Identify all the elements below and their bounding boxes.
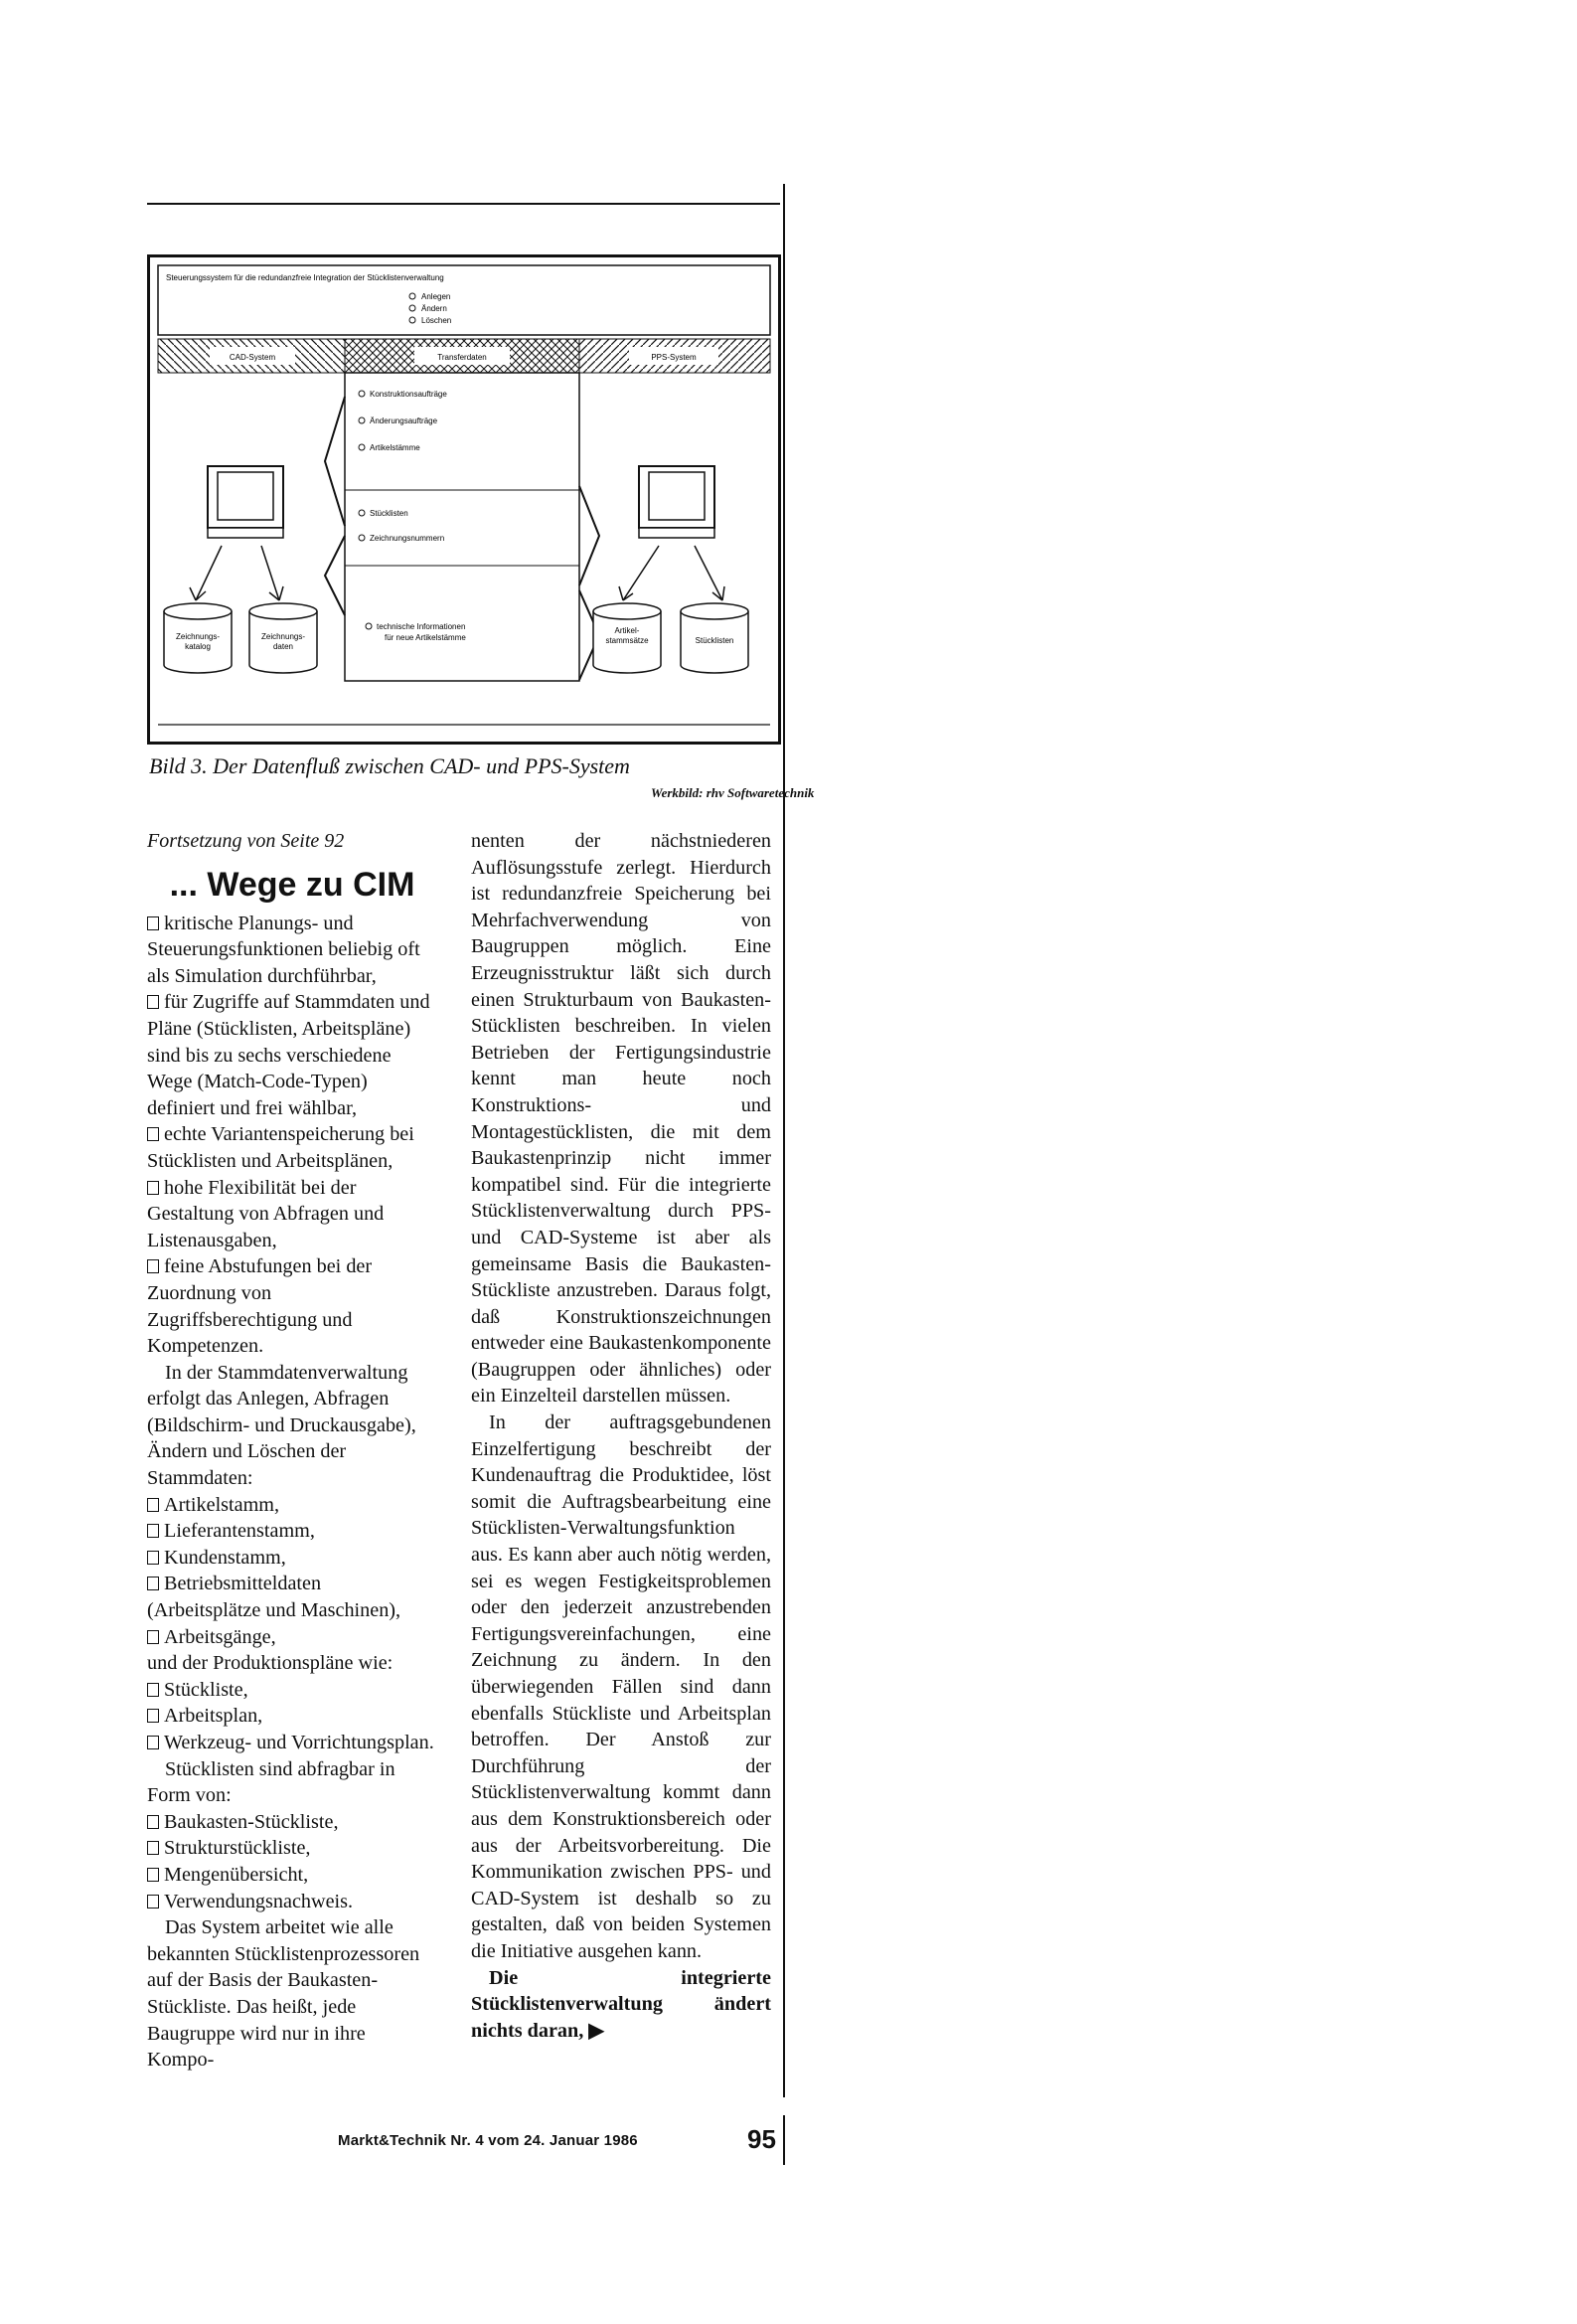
list-item: kritische Planungs- und Steuerungsfunktionen beliebig oft als Simulation durchführbar, [147, 912, 420, 987]
list-item: Kundenstamm, [147, 1545, 437, 1572]
figure-data-flow [147, 254, 781, 745]
transfer-item-4: Stücklisten [370, 509, 408, 518]
transfer-item-3: Artikelstämme [370, 443, 420, 452]
continued-note: Fortsetzung von Seite 92 [147, 830, 345, 852]
paragraph: Stücklisten sind abfragbar in Form von: [147, 1757, 395, 1807]
monitor-icon-pps [639, 466, 714, 538]
list-item: echte Variantenspeicherung bei Stücklisten und Arbeitsplänen, [147, 1123, 414, 1172]
arrow-left-lower [325, 536, 345, 615]
list-item: Baukasten-Stückliste, [147, 1809, 437, 1836]
checkbox-icon [147, 1630, 159, 1644]
checkbox-icon [147, 1551, 159, 1565]
checkbox-icon [147, 1709, 159, 1723]
checkbox-icon [147, 1577, 159, 1590]
band-cad-label: CAD-System [229, 353, 276, 362]
band-transfer-label: Transferdaten [437, 353, 487, 362]
transfer-item-1: Konstruktionsaufträge [370, 390, 447, 399]
article-headline: ... Wege zu CIM [169, 865, 415, 904]
paragraph: Die integrierte Stücklistenverwaltung ändert nichts daran, ▶ [471, 1966, 771, 2042]
paragraph: nenten der nächstniederen Auflösungsstufe zerlegt. Hierdurch ist redundanzfreie Speicherung bei Mehrfachverwendung von Baugruppen möglich. Eine Erzeugnisstruktur läßt sich durch einen Strukturbaum von Baukasten-Stücklisten beschreiben. In vielen Betrieben der Fertigungsindustrie kennt man heute noch Konstruktions- und Montagestücklisten, die mit dem Baukastenprinzip nicht immer kompatibel sind. Für die integrierte Stücklistenverwaltung durch PPS- und CAD-Systeme ist aber als gemeinsame Basis die Baukasten-Stückliste anzustreben. Daraus folgt, daß Konstruktionszeichnungen entweder eine Baukastenkomponente (Baugruppen oder ähnliches) oder ein Einzelteil darstellen müssen. [471, 830, 771, 1408]
arrow-left-upper [325, 397, 345, 526]
checkbox-icon [147, 1895, 159, 1909]
transfer-item-2: Änderungsaufträge [370, 416, 438, 425]
option-3: Löschen [421, 316, 452, 325]
data-flow-diagram [150, 257, 778, 742]
list-item: Arbeitsgänge, [147, 1624, 437, 1651]
checkbox-icon [147, 1181, 159, 1195]
checkbox-icon [147, 995, 159, 1009]
svg-text:Zeichnungs-: Zeichnungs- [260, 632, 306, 641]
paragraph: und der Produktionspläne wie: [147, 1652, 394, 1675]
arrow-right-upper [579, 486, 599, 585]
transfer-item-6a: technische Informationen [377, 622, 466, 631]
checkbox-icon [147, 1498, 159, 1512]
transfer-item-6b: für neue Artikelstämme [385, 633, 466, 642]
option-2: Ändern [421, 304, 447, 313]
right-column-rule [783, 184, 785, 2097]
checkbox-icon [147, 916, 159, 930]
svg-text:Artikel-: Artikel- [614, 626, 640, 635]
checkbox-icon [147, 1868, 159, 1882]
checkbox-icon [147, 1683, 159, 1697]
svg-text:daten: daten [272, 642, 294, 651]
page-footer: Markt&Technik Nr. 4 vom 24. Januar 1986 [338, 2132, 638, 2149]
svg-text:Stücklisten: Stücklisten [695, 636, 734, 645]
list-item: Lieferantenstamm, [147, 1518, 437, 1545]
list-item: hohe Flexibilität bei der Gestaltung von Abfragen und Listenausgaben, [147, 1176, 385, 1251]
checkbox-icon [147, 1815, 159, 1829]
svg-text:Zeichnungs-: Zeichnungs- [175, 632, 221, 641]
list-item: Stückliste, [147, 1677, 437, 1704]
list-item: feine Abstufungen bei der Zuordnung von Zugriffsberechtigung und Kompetenzen. [147, 1255, 373, 1358]
page-number: 95 [747, 2124, 776, 2154]
figure-caption: Bild 3. Der Datenfluß zwischen CAD- und PPS-System [149, 753, 630, 778]
paragraph: In der Stammdatenverwaltung erfolgt das Anlegen, Abfragen (Bildschirm- und Druckausgabe), Ändern und Löschen der Stammdaten: [147, 1361, 416, 1490]
checkbox-icon [147, 1841, 159, 1855]
list-item: Verwendungsnachweis. [147, 1889, 437, 1915]
paragraph: Das System arbeitet wie alle bekannten Stücklistenprozessoren auf der Basis der Baukasten-Stückliste. Das heißt, jede Baugruppe wird nur in ihre Kompo- [147, 1916, 420, 2072]
left-column [147, 828, 437, 2074]
figure-title: Steuerungssystem für die redundanzfreie Integration der Stücklistenverwaltung [166, 273, 444, 282]
footer-rule [783, 2115, 785, 2165]
list-item: Werkzeug- und Vorrichtungsplan. [147, 1730, 437, 1756]
band-pps-label: PPS-System [651, 353, 697, 362]
svg-text:katalog: katalog [185, 642, 211, 651]
list-item: Betriebsmitteldaten (Arbeitsplätze und Maschinen), [147, 1573, 401, 1622]
top-rule [147, 203, 780, 205]
continue-arrow-icon: ▶ [588, 2019, 604, 2042]
checkbox-icon [147, 1524, 159, 1538]
checkbox-icon [147, 1259, 159, 1273]
list-item: Mengenübersicht, [147, 1862, 437, 1889]
list-item: Artikelstamm, [147, 1492, 437, 1519]
checkbox-icon [147, 1736, 159, 1749]
figure-credit: Werkbild: rhv Softwaretechnik [651, 785, 815, 800]
list-item: Strukturstückliste, [147, 1835, 437, 1862]
list-item: für Zugriffe auf Stammdaten und Pläne (Stücklisten, Arbeitspläne) sind bis zu sechs verschiedene Wege (Match-Code-Typen) definiert und frei wählbar, [147, 991, 430, 1119]
transfer-item-5: Zeichnungsnummern [370, 534, 445, 543]
option-1: Anlegen [421, 292, 451, 301]
paragraph: In der auftragsgebundenen Einzelfertigung beschreibt der Kundenauftrag die Produktidee, löst somit die Auftragsbearbeitung eine Stücklisten-Verwaltungsfunktion aus. Es kann aber auch nötig werden, sei es wegen Festigkeitsproblemen oder den jederzeit anzustrebenden Fertigungsvereinfachungen, eine Zeichnung zu ändern. In den überwiegenden Fällen sind dann ebenfalls Stückliste und Arbeitsplan betroffen. Der Anstoß zur Durchführung der Stücklistenverwaltung kommt dann aus dem Konstruktionsbereich oder aus der Arbeitsvorbereitung. Die Kommunikation zwischen PPS- und CAD-System ist deshalb so zu gestalten, daß von beiden Systemen die Initiative ausgehen kann. [471, 1411, 771, 1962]
right-column [471, 828, 771, 2044]
list-item: Arbeitsplan, [147, 1703, 437, 1730]
checkbox-icon [147, 1127, 159, 1141]
svg-text:stammsätze: stammsätze [605, 636, 649, 645]
monitor-icon-cad [208, 466, 283, 538]
